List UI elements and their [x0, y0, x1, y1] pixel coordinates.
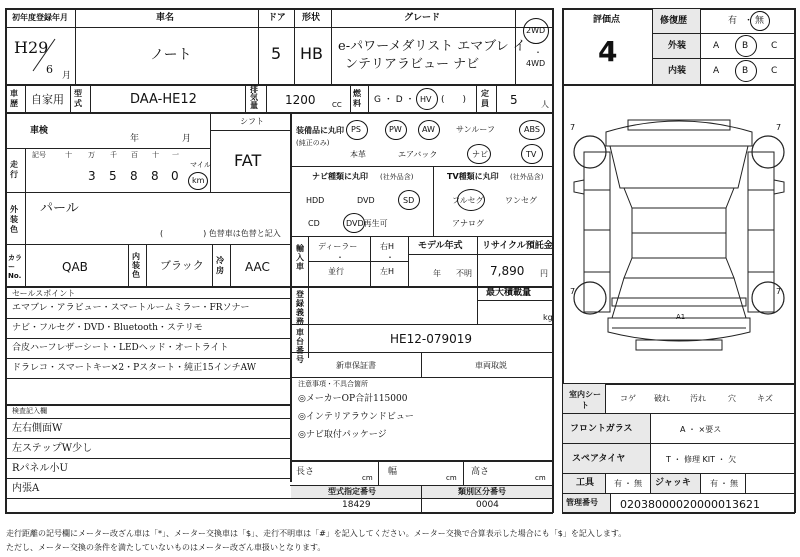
equip-sunroof: サンルーフ: [456, 125, 495, 134]
equipment-label: 装備品に丸印: [296, 126, 344, 135]
digit-head-4: 十: [152, 151, 159, 159]
car-name: ノート: [150, 47, 192, 63]
person-unit: 人: [541, 100, 549, 109]
exterior-grade-b: B: [742, 41, 749, 51]
footer-note-2: ただし、メーター交換の条件を満たしていないものはメーター改ざん車扱いとなります。: [6, 543, 326, 552]
class-number-label: 類別区分番号: [458, 487, 506, 496]
diagram-mark-bl: 7: [570, 287, 576, 296]
exterior-grade-c: C: [771, 41, 778, 51]
interior-color-label: 内装色: [132, 252, 140, 279]
chassis-label: 車台番号: [296, 328, 304, 364]
tools-no: 無: [634, 479, 642, 488]
recycle-unit: 円: [540, 269, 548, 278]
navi-dvd-play: DVD再生可: [346, 219, 388, 228]
windshield-label: フロントガラス: [570, 424, 633, 434]
class-number: 0004: [476, 500, 499, 510]
recycle-value: 7,890: [490, 264, 525, 278]
inspector-line: Rパネル小U: [12, 463, 68, 474]
spare-tire-label: スペアタイヤ: [572, 454, 626, 464]
max-load-unit: kg: [543, 313, 553, 322]
footer-note-1: 走行距離の記号欄にメーター改ざん車は「*」、メーター交換車は「$」、走行不明車は「#」を記入してください。メーター交換で合算表示した場合にも「$」を記入します。: [6, 529, 627, 538]
fuel-paren: ( ): [441, 95, 467, 105]
jack-yes: 有: [710, 479, 718, 488]
jack-label: ジャッキ: [655, 478, 691, 488]
diagram-mark-br: 7: [776, 287, 782, 296]
inspector-label: 検査記入欄: [12, 407, 47, 415]
width-unit: cm: [446, 474, 457, 482]
shift-label: シフト: [240, 117, 264, 126]
evaluation-score: 4: [598, 35, 618, 68]
car-body-diagram: [566, 90, 792, 382]
digit-head-1: 万: [88, 151, 95, 159]
model-code: DAA-HE12: [130, 92, 197, 107]
digit-head-2: 千: [110, 151, 117, 159]
interior-color: ブラック: [160, 259, 204, 272]
tools-label: 工具: [576, 478, 595, 488]
inspector-line: 左右側面W: [12, 423, 63, 434]
slash-divider: [25, 35, 65, 75]
equipment-sub: (純正のみ): [296, 139, 330, 147]
chassis-number: HE12-079019: [390, 332, 473, 346]
digit-head-0: 十: [65, 151, 72, 159]
first-reg-month: 6: [46, 63, 53, 76]
height-label: 高さ: [471, 467, 490, 477]
seat-hole: 穴: [728, 394, 736, 403]
notes-label: 注意事項・不具合箇所: [298, 380, 368, 388]
color-no-label: カラーNo.: [8, 254, 22, 280]
length-unit: cm: [362, 474, 373, 482]
digit-head-5: 一: [172, 151, 179, 159]
jack-no: 無: [730, 479, 738, 488]
cert-taken: 車両取説: [475, 361, 507, 370]
equip-tv: TV: [526, 150, 537, 159]
import-left-h: 左H: [380, 267, 395, 276]
inspection-year: 年: [130, 134, 140, 144]
inspector-line: 内張A: [12, 483, 40, 494]
sales-point-line: ドラレコ・スマートキー×2・Pスタート・純正15インチAW: [12, 363, 256, 373]
fuel-label: 燃料: [353, 89, 361, 108]
navi-hdd: HDD: [306, 196, 325, 205]
km-unit: km: [192, 176, 205, 185]
registration-label: 登録義務: [296, 290, 304, 326]
inspection-label: 車検: [30, 126, 49, 136]
sales-point-line: エマブレ・アラビュー・スマートルームミラー・FRソナー: [12, 303, 250, 313]
interior-grade-a: A: [713, 66, 720, 76]
equip-aw: AW: [422, 125, 435, 134]
cc-unit: CC: [332, 101, 342, 109]
displacement: 1200: [285, 93, 316, 107]
diagram-mark-tl: 7: [570, 123, 576, 132]
navi-type-label: ナビ種類に丸印: [312, 172, 368, 181]
interior-label: 内装: [668, 66, 687, 76]
note-line: ◎インテリアラウンドビュー: [298, 412, 414, 422]
management-label: 管理番号: [566, 498, 598, 507]
mileage-digit-2: 8: [130, 169, 138, 183]
first-reg-label: 初年度登録年月: [12, 13, 68, 22]
body-shape: HB: [300, 44, 324, 63]
recycle-label: リサイクル預託金: [482, 241, 553, 251]
mileage-digit-3: 8: [151, 169, 159, 183]
equip-airbag: エアバック: [398, 150, 438, 159]
import-dealer: ディーラー: [318, 242, 358, 251]
code-label: 記号: [32, 151, 46, 159]
capacity-label: 定員: [481, 89, 489, 108]
mileage-digit-0: 3: [88, 169, 96, 183]
car-name-label: 車名: [156, 13, 175, 23]
tv-type-sub: (社外品含): [510, 173, 544, 181]
repair-label: 修復歴: [660, 16, 688, 26]
tools-yes: 有: [614, 479, 622, 488]
diagram-mark-tr: 7: [776, 123, 782, 132]
tv-analog: アナログ: [452, 219, 484, 228]
shape-label: 形状: [302, 13, 321, 23]
ac-type: AAC: [245, 260, 270, 274]
drive-2wd: 2WD: [526, 26, 546, 35]
seat-tear: 破れ: [654, 394, 670, 403]
navi-dvd: DVD: [357, 196, 375, 205]
seat-scratch: キズ: [757, 394, 773, 403]
equip-pw: PW: [389, 125, 402, 134]
ac-label: 冷房: [216, 256, 224, 275]
door-count: 5: [271, 44, 282, 63]
import-right-h: 右H: [380, 242, 395, 251]
sales-point-line: ナビ・フルセグ・DVD・Bluetooth・ステリモ: [12, 323, 203, 333]
navi-type-sub: (社外品含): [380, 173, 414, 181]
inspector-line: 左ステップW少し: [12, 443, 93, 454]
mileage-digit-4: 0: [171, 169, 179, 183]
interior-grade-b: B: [742, 66, 749, 76]
tv-type-label: TV種類に丸印: [447, 172, 499, 181]
equip-leather: 本革: [350, 150, 366, 159]
exterior-color: パール: [40, 201, 79, 216]
model-year-label: モデル年式: [418, 241, 463, 251]
model-year-unit: 年: [433, 269, 441, 278]
navi-sd: SD: [403, 196, 415, 205]
type-designation-label: 型式指定番号: [328, 487, 376, 496]
max-load-label: 最大積載量: [486, 288, 532, 298]
tv-oneseg: ワンセグ: [505, 196, 537, 205]
model-label: 型式: [74, 89, 82, 108]
color-change-note: ( ) 色替車は色替と記入: [160, 229, 281, 238]
tv-fullseg: フルセグ: [452, 196, 484, 205]
import-label: 輸入車: [296, 244, 304, 271]
height-unit: cm: [535, 474, 546, 482]
grade-label: グレード: [404, 13, 441, 23]
navi-cd: CD: [308, 219, 320, 228]
drive-4wd: 4WD: [526, 59, 546, 68]
capacity: 5: [510, 93, 518, 107]
seat-burn: コゲ: [620, 394, 636, 403]
digit-head-3: 百: [131, 151, 138, 159]
fuel-hv: HV: [420, 95, 432, 104]
inspection-month: 月: [182, 134, 192, 144]
displacement-label: 排気量: [250, 85, 258, 110]
sales-points-label: セールスポイント: [12, 289, 76, 298]
equip-abs: ABS: [524, 125, 540, 134]
type-designation-number: 18429: [342, 500, 371, 510]
windshield-value: A ・ ×要ス: [680, 425, 722, 434]
interior-seat-label: 室内シート: [569, 390, 601, 410]
diagram-mark-a1: A1: [676, 313, 686, 321]
management-number: 02038000020000013621: [620, 498, 760, 511]
spare-tire-value: T ・ 修理 KIT ・ 欠: [666, 455, 737, 464]
repair-none: 無: [755, 16, 765, 26]
fuel-options: G ・ D ・: [374, 95, 415, 105]
grade-line-2: ンテリアラビュー ナビ: [345, 57, 480, 72]
grade-line-1: e-パワーメダリスト エマブレ イ: [338, 39, 526, 54]
vehicle-use: 自家用: [31, 93, 64, 106]
new-warranty: 新車保証書: [336, 361, 376, 370]
exterior-grade-a: A: [713, 41, 720, 51]
seat-stain: 汚れ: [690, 394, 706, 403]
repair-yes: 有: [728, 16, 738, 26]
width-label: 幅: [388, 467, 398, 477]
exterior-color-label: 外装色: [10, 205, 18, 234]
equip-ps: PS: [351, 125, 361, 134]
score-label: 評価点: [593, 15, 621, 25]
note-line: ◎ナビ取付パッケージ: [298, 430, 387, 440]
first-reg-era: H29: [14, 38, 49, 57]
month-unit: 月: [62, 71, 72, 81]
exterior-label: 外装: [668, 41, 687, 51]
color-no: QAB: [62, 260, 88, 274]
mileage-digit-1: 5: [109, 169, 117, 183]
note-line: ◎メーカーOP合計115000: [298, 394, 408, 404]
drive-dot: ・: [534, 48, 542, 57]
model-year-unknown: 不明: [456, 269, 472, 278]
use-label: 車歴: [10, 89, 18, 108]
equip-navi: ナビ: [472, 150, 488, 159]
mileage-label: 走行: [10, 160, 18, 179]
door-label: ドア: [268, 13, 286, 23]
shift-type: FAT: [234, 151, 262, 170]
interior-grade-c: C: [771, 66, 778, 76]
import-parallel: 並行: [328, 267, 344, 276]
mile-unit: マイル: [190, 161, 211, 169]
length-label: 長さ: [296, 467, 315, 477]
sales-point-line: 合皮ハーフレザーシート・LEDヘッド・オートライト: [12, 343, 229, 353]
